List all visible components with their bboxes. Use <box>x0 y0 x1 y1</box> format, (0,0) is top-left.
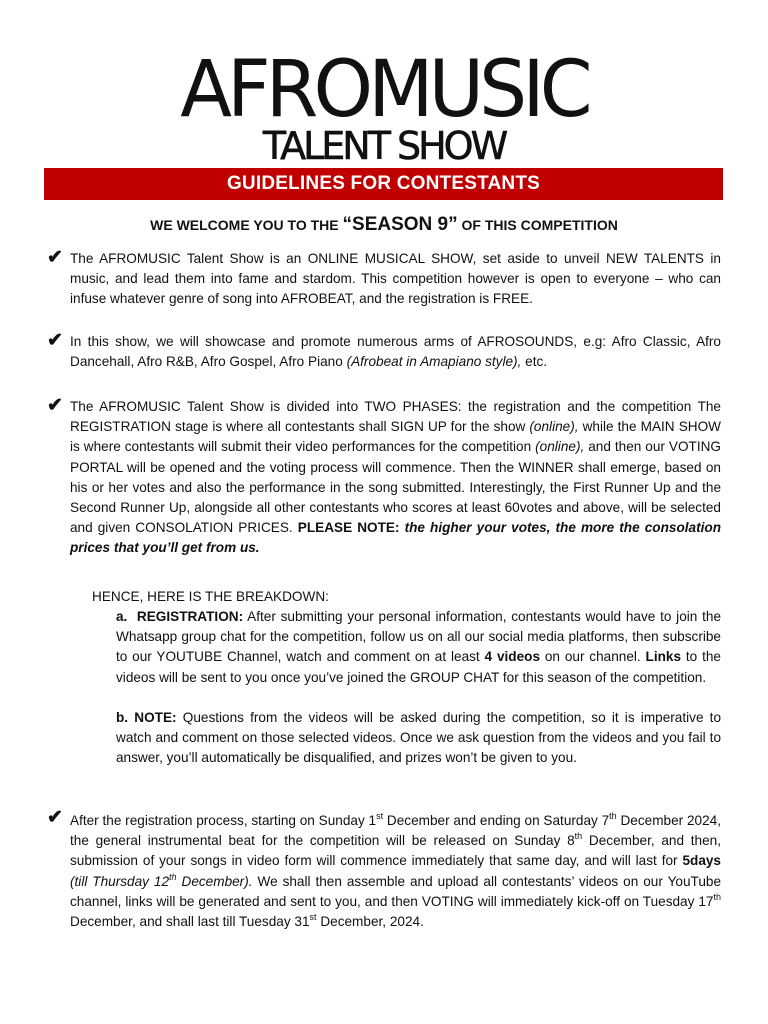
schedule-text: December 2024, the general instrumental beat for the competition will be released on Sunday 8 <box>70 813 721 849</box>
page-title: AFROMUSIC <box>180 45 588 135</box>
registration-text-1: After submitting your personal information, contestants would have to join the Whatsapp group chat for the competition, follow us on all our social media platforms, then subscribe to our YOUTUBE Channel, watch and comment on at least <box>116 609 721 665</box>
please-note-label: PLEASE NOTE: <box>297 520 400 536</box>
schedule-text: After the registration process, starting on Sunday 1 <box>70 813 377 828</box>
page-subtitle: TALENT SHOW <box>262 124 506 168</box>
phases-italic-b: (online), <box>535 439 585 455</box>
ordinal-suffix: th <box>609 811 617 821</box>
duration-bold: 5days <box>682 853 721 869</box>
paragraph-afrosounds <box>70 332 721 372</box>
schedule-italic-text: December). <box>176 873 253 889</box>
schedule-italic-text: (till Thursday 12 <box>70 873 170 889</box>
schedule-text: December, and shall last till Tuesday 31 <box>70 914 310 930</box>
ordinal-suffix: th <box>713 891 721 902</box>
phases-text-a: The AFROMUSIC Talent Show is divided into TWO PHASES: the registration and the competition The REGISTRATION stage is where all contestants shall SIGN UP for the show <box>70 399 721 435</box>
breakdown-heading: HENCE, HERE IS THE BREAKDOWN: <box>92 589 329 604</box>
checkmark-icon: ✔ <box>47 807 63 828</box>
paragraph-phases <box>70 397 721 559</box>
breakdown-item-note <box>116 708 721 769</box>
ordinal-suffix: st <box>309 912 317 923</box>
welcome-heading <box>0 210 768 240</box>
paragraph-intro: The AFROMUSIC Talent Show is an ONLINE MUSICAL SHOW, set aside to unveil NEW TALENTS in music, and lead them into fame and stardom. This competition however is open to everyone – who can infuse whatever genre of song into AFROBEAT, and the registration is FREE. <box>70 251 721 307</box>
note-label: NOTE: <box>134 710 177 725</box>
welcome-pre: WE WELCOME YOU TO THE <box>150 217 343 233</box>
phases-text-c: and then our VOTING PORTAL will be opened and the voting process will commence. Then the WINNER shall emerge, based on his or her votes and also the performance in the song submitted. Interestingly, the First Runner Up and the Second Runner Up, alongside all other contestants who scores at least 60votes and above, will be selected and given CONSOLATION PRICES. <box>70 439 721 536</box>
schedule-text: December, 2024. <box>316 914 424 930</box>
registration-text-3: to the videos will be sent to you once you’ve joined the GROUP CHAT for this season of the competition. <box>116 649 721 685</box>
phases-italic-a: (online), <box>529 419 579 435</box>
registration-bold-1: 4 videos <box>484 649 541 665</box>
ordinal-suffix: th <box>574 831 583 842</box>
welcome-post: OF THIS COMPETITION <box>457 217 618 233</box>
schedule-italic <box>70 871 253 889</box>
checkmark-icon: ✔ <box>47 330 63 351</box>
registration-label: REGISTRATION: <box>136 609 244 624</box>
paragraph-schedule <box>70 811 721 932</box>
item-marker: b. <box>116 710 129 725</box>
afrosounds-italic: (Afrobeat in Amapiano style), <box>346 354 522 370</box>
checkmark-icon: ✔ <box>47 247 63 268</box>
item-marker: a. <box>116 609 128 624</box>
registration-text-2: on our channel. <box>540 649 646 665</box>
schedule-text: December and ending on Saturday 7 <box>383 813 610 828</box>
afrosounds-end: etc. <box>521 354 548 370</box>
schedule-text: December, and then, submission of your songs in video form will commence immediately that same day, and will last for <box>70 833 721 869</box>
checkmark-icon: ✔ <box>47 395 63 416</box>
ordinal-suffix: th <box>169 871 177 882</box>
schedule-text: We shall then assemble and upload all contestants’ videos on our YouTube channel, links will be generated and sent to you, and then VOTING will immediately kick-off on Tuesday 17 <box>70 873 722 909</box>
breakdown-item-registration <box>116 607 721 688</box>
afrosounds-text: In this show, we will showcase and promote numerous arms of AFROSOUNDS, e.g: Afro Classic, Afro Dancehall, Afro R&B, Afro Gospel, Afro Piano <box>70 334 721 370</box>
season-label: “SEASON 9” <box>342 214 458 235</box>
phases-text-b: while the MAIN SHOW is where contestants will submit their video performances for the competition <box>70 419 721 455</box>
guidelines-banner: GUIDELINES FOR CONTESTANTS <box>44 168 723 200</box>
please-note-text: the higher your votes, the more the consolation prices that you’ll get from us. <box>70 520 721 556</box>
ordinal-suffix: st <box>376 811 384 821</box>
registration-bold-2: Links <box>645 649 682 665</box>
note-text: Questions from the videos will be asked during the competition, so it is imperative to watch and comment on those selected videos. Once we ask question from the videos and you fail to answer, you’ll automatically be disqualified, and prizes won’t be given to you. <box>116 710 722 766</box>
